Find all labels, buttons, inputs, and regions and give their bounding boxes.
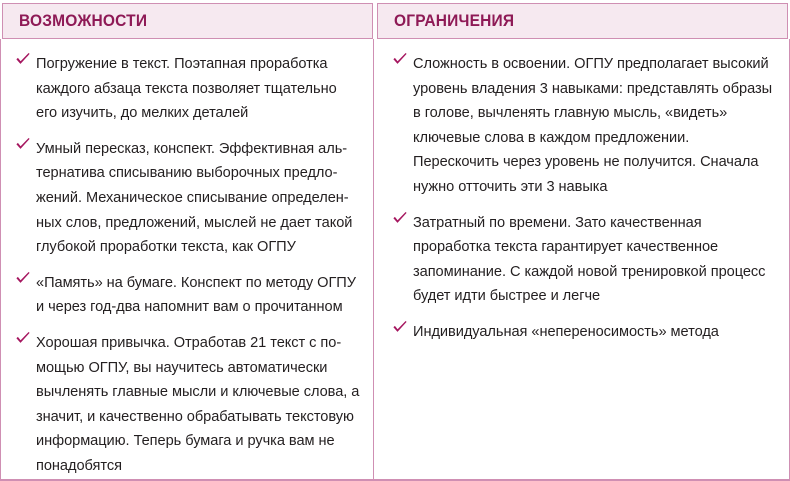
list-item [386, 211, 775, 309]
check-icon [15, 331, 31, 353]
check-icon [392, 211, 408, 233]
list-item-text: Индивидуальная «непереносимость» метода [413, 323, 719, 340]
bullet-list-limitations [386, 52, 775, 345]
list-item [9, 271, 361, 320]
table-header-row [0, 0, 790, 39]
table-body-row [0, 39, 790, 481]
header-cell-limitations [377, 3, 788, 39]
column-header-title: ОГРАНИЧЕНИЯ [394, 11, 515, 30]
column-opportunities [1, 39, 374, 479]
check-icon [392, 320, 408, 342]
list-item-text: Умный пересказ, конспект. Эффективная альтернатива списыванию выборочных предложений. Механическое списывание определенных слов, предложений, мыслей не дает такой глубокой проработки текста, как ОГПУ [36, 140, 353, 256]
check-icon [392, 52, 408, 74]
check-icon [15, 137, 31, 159]
list-item-text: Сложность в освоении. ОГПУ предполагает высокий уровень владения 3 навыками: представлять образы в голове, вычленять главную мысль, «видеть» ключевые слова в каждом предложении. Перескочить через уровень не получится. Сначала нужно отточить эти 3 навыка [413, 56, 773, 195]
column-limitations [374, 39, 789, 479]
list-item-text: Хорошая привычка. Отработав 21 текст с помощью ОГПУ, вы научитесь автоматически вычленять главные мысли и ключевые слова, а значит, и качественно обрабатывать текстовую информацию. Теперь бумага и ручка вам не понадобятся [36, 334, 360, 474]
header-cell-opportunities [2, 3, 373, 39]
list-item [386, 52, 775, 200]
check-icon [15, 52, 31, 74]
bullet-list-opportunities [9, 52, 361, 479]
list-item [9, 52, 361, 126]
list-item [9, 137, 361, 260]
list-item-text: Погружение в текст. Поэтапная проработка каждого абзаца текста позволяет тщательно его изучить, до мелких деталей [36, 56, 337, 122]
column-header-title: ВОЗМОЖНОСТИ [19, 11, 148, 30]
list-item-text: Затратный по времени. Зато качественная проработка текста гарантирует качественное запоминание. С каждой новой тренировкой процесс будет идти быстрее и легче [413, 214, 766, 305]
list-item [9, 331, 361, 479]
list-item [386, 320, 775, 345]
list-item-text: «Память» на бумаге. Конспект по методу ОГПУ и через год-два напомнит вам о прочитанном [36, 274, 356, 316]
check-icon [15, 271, 31, 293]
